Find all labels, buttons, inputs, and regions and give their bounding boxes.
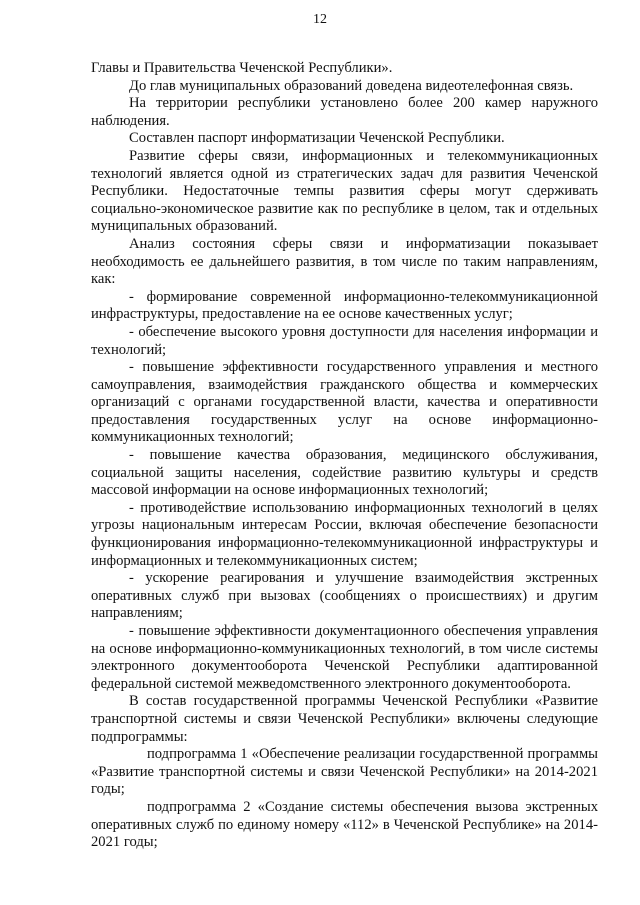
paragraph: В состав государственной программы Чеченской Республики «Развитие транспортной системы и связи Чеченской Республики» включены следующие подпрограммы: <box>91 693 598 745</box>
list-item: - повышение качества образования, медицинского обслуживания, социальной защиты населения, содействие развитию культуры и средств массовой информации на основе информационных технологий; <box>91 447 598 499</box>
paragraph: Анализ состояния сферы связи и информатизации показывает необходимость ее дальнейшего развития, в том числе по таким направлениям, как: <box>91 235 598 288</box>
list-item: - формирование современной информационно-телекоммуникационной инфраструктуры, предоставление на ее основе качественных услуг; <box>91 288 598 323</box>
paragraph: На территории республики установлено более 200 камер наружного наблюдения. <box>91 95 598 129</box>
list-item: - повышение эффективности документационного обеспечения управления на основе информационно-коммуникационных технологий, в том числе системы электронного документооборота Чеченской Республики адаптированной федеральной системой межведомственного электронного документооборота. <box>91 623 598 692</box>
subprogram-item: подпрограмма 2 «Создание системы обеспечения вызова экстренных оперативных служб по единому номеру «112» в Чеченской Республике» на 2014-2021 годы; <box>91 798 598 851</box>
page-number: 12 <box>313 12 327 27</box>
subprogram-item: подпрограмма 1 «Обеспечение реализации государственной программы «Развитие транспортной системы и связи Чеченской Республики» на 2014-2021 годы; <box>91 746 598 798</box>
document-body <box>91 60 598 852</box>
paragraph: Развитие сферы связи, информационных и телекоммуникационных технологий является одной из стратегических задач для развития Чеченской Республики. Недостаточные темпы развития сферы могут сдерживать социально-экономическое развитие как по республике в целом, так и отдельных муниципальных образований. <box>91 147 598 235</box>
list-item: - ускорение реагирования и улучшение взаимодействия экстренных оперативных служб при вызовах (сообщениях о происшествиях) и другим направлениям; <box>91 570 598 622</box>
paragraph: Составлен паспорт информатизации Чеченской Республики. <box>129 130 505 147</box>
paragraph: До глав муниципальных образований доведена видеотелефонная связь. <box>129 77 574 94</box>
list-item: - повышение эффективности государственного управления и местного самоуправления, взаимодействия гражданского общества и коммерческих организаций с органами государственной власти, качества и оперативности предоставления государственных услуг на основе информационно-коммуникационных технологий; <box>91 359 598 446</box>
list-item: - обеспечение высокого уровня доступности для населения информации и технологий; <box>91 323 598 358</box>
list-item: - противодействие использованию информационных технологий в целях угрозы национальным интересам России, включая обеспечение безопасности функционирования информационно-телекоммуникационной инфраструктуры и информационных и телекоммуникационных систем; <box>91 499 598 569</box>
paragraph: Главы и Правительства Чеченской Республики». <box>91 60 393 76</box>
